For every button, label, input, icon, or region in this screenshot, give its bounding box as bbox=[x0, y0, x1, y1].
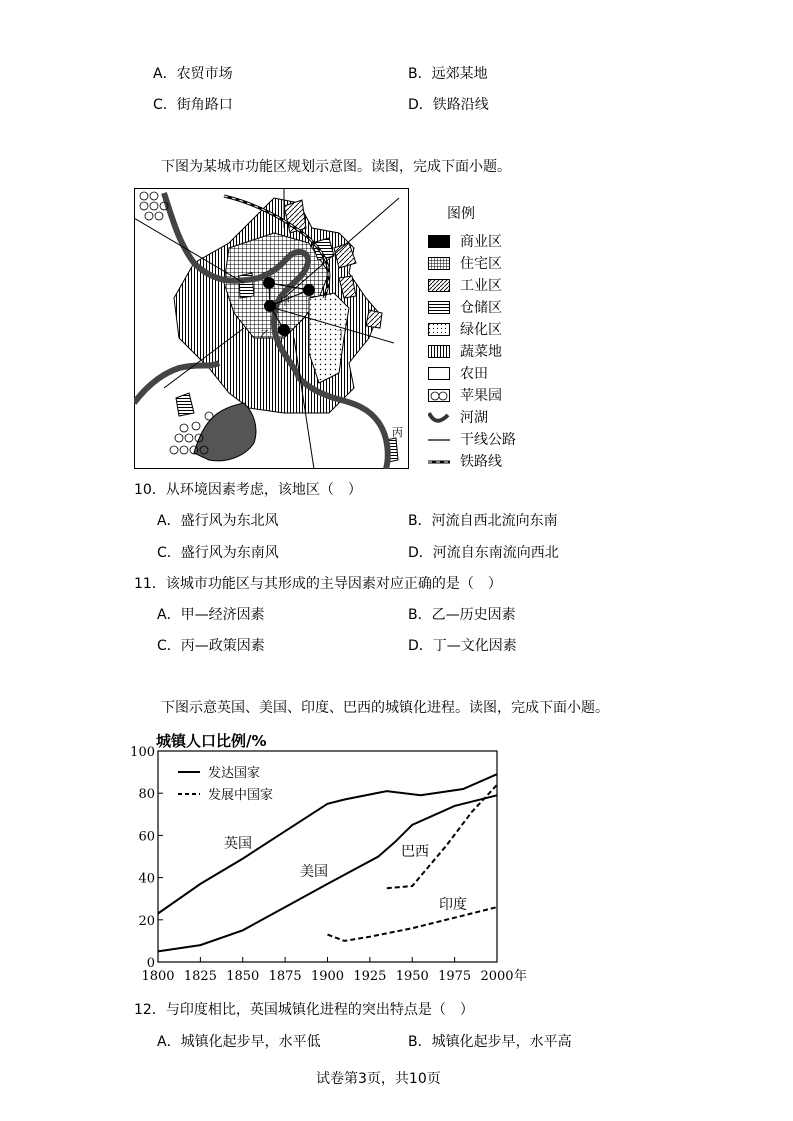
q12-option-b: B．城镇化起步早，水平高 bbox=[408, 1034, 572, 1050]
x-tick-label: 1875 bbox=[268, 969, 302, 984]
q9-option-d: D．铁路沿线 bbox=[408, 97, 489, 113]
diagonal-hatch-icon bbox=[428, 279, 450, 292]
city-function-map bbox=[134, 188, 409, 469]
intro-chart: 下图示意英国、美国、印度、巴西的城镇化进程。读图，完成下面小题。 bbox=[161, 700, 609, 716]
label-ding: 丁 bbox=[336, 330, 346, 341]
solid-black-icon bbox=[428, 235, 450, 248]
q10-option-c: C．盛行风为东南风 bbox=[157, 545, 279, 561]
q11-stem: 11．该城市功能区与其形成的主导因素对应正确的是（ ） bbox=[134, 576, 502, 592]
legend-title: 图例 bbox=[447, 206, 475, 222]
series-label-us: 美国 bbox=[300, 864, 328, 880]
x-tick-label: 1850 bbox=[226, 969, 260, 984]
label-jia: 甲 bbox=[280, 297, 290, 308]
vertical-hatch-icon bbox=[428, 345, 450, 358]
page-footer: 试卷第3页，共10页 bbox=[316, 1071, 441, 1087]
legend-developed: 发达国家 bbox=[208, 766, 261, 781]
urbanization-chart bbox=[120, 726, 540, 992]
y-axis-label: 城镇人口比例/% bbox=[156, 732, 267, 750]
q12-option-a: A．城镇化起步早，水平低 bbox=[157, 1034, 321, 1050]
plot-frame bbox=[158, 751, 497, 962]
river-shape-icon bbox=[428, 411, 450, 424]
y-tick-label: 100 bbox=[130, 745, 155, 760]
q9-option-c: C．街角路口 bbox=[153, 97, 233, 113]
y-tick-label: 80 bbox=[138, 787, 155, 803]
q11-option-c: C．丙—政策因素 bbox=[157, 638, 265, 654]
legend-developing: 发展中国家 bbox=[208, 788, 274, 803]
x-tick-label: 1950 bbox=[395, 969, 429, 984]
q11-option-a: A．甲—经济因素 bbox=[157, 607, 265, 623]
industrial-patch bbox=[366, 310, 382, 328]
q11-option-d: D．丁—文化因素 bbox=[408, 638, 517, 654]
x-axis-unit: 年 bbox=[514, 969, 528, 984]
y-tick-label: 0 bbox=[146, 956, 155, 971]
x-tick-label: 1800 bbox=[141, 969, 175, 984]
q10-option-a: A．盛行风为东北风 bbox=[157, 513, 279, 529]
blank-icon bbox=[428, 367, 450, 380]
x-tick-label: 1925 bbox=[353, 969, 387, 984]
series-label-india: 印度 bbox=[439, 897, 467, 913]
q10-option-d: D．河流自东南流向西北 bbox=[408, 545, 559, 561]
q9-option-b: B．远郊某地 bbox=[408, 66, 488, 82]
q12-stem: 12．与印度相比，英国城镇化进程的突出特点是（ ） bbox=[134, 1002, 474, 1018]
x-tick-label: 1975 bbox=[438, 969, 472, 984]
y-tick-label: 20 bbox=[138, 913, 155, 929]
map-svg bbox=[134, 188, 409, 469]
x-tick-label: 1900 bbox=[310, 969, 345, 984]
y-tick-label: 40 bbox=[138, 871, 155, 887]
dots-icon bbox=[428, 323, 450, 336]
label-yi: 乙 bbox=[260, 330, 270, 341]
apple-symbol-icon bbox=[428, 389, 450, 402]
rail-line-icon bbox=[428, 455, 450, 468]
y-tick-label: 60 bbox=[138, 829, 155, 845]
x-tick-label: 1825 bbox=[183, 969, 217, 984]
q9-option-a: A．农贸市场 bbox=[153, 66, 233, 82]
q11-option-b: B．乙—历史因素 bbox=[408, 607, 516, 623]
series-label-brazil: 巴西 bbox=[401, 844, 429, 860]
label-bing: 丙 bbox=[392, 426, 403, 439]
grid-hatch-icon bbox=[428, 257, 450, 270]
series-label-uk: 英国 bbox=[224, 836, 252, 852]
q10-stem: 10．从环境因素考虑，该地区（ ） bbox=[134, 482, 362, 498]
x-tick-label: 2000 bbox=[480, 969, 514, 984]
horizontal-hatch-icon bbox=[428, 301, 450, 314]
intro-map: 下图为某城市功能区规划示意图。读图，完成下面小题。 bbox=[161, 159, 511, 175]
map-legend: 图例 商业区 住宅区 工业区 仓储区 绿化区 蔬菜地 农田 苹果园 河湖 干线公路 铁路线 bbox=[428, 205, 538, 470]
thin-line-icon bbox=[428, 433, 450, 446]
q10-option-b: B．河流自西北流向东南 bbox=[408, 513, 558, 529]
